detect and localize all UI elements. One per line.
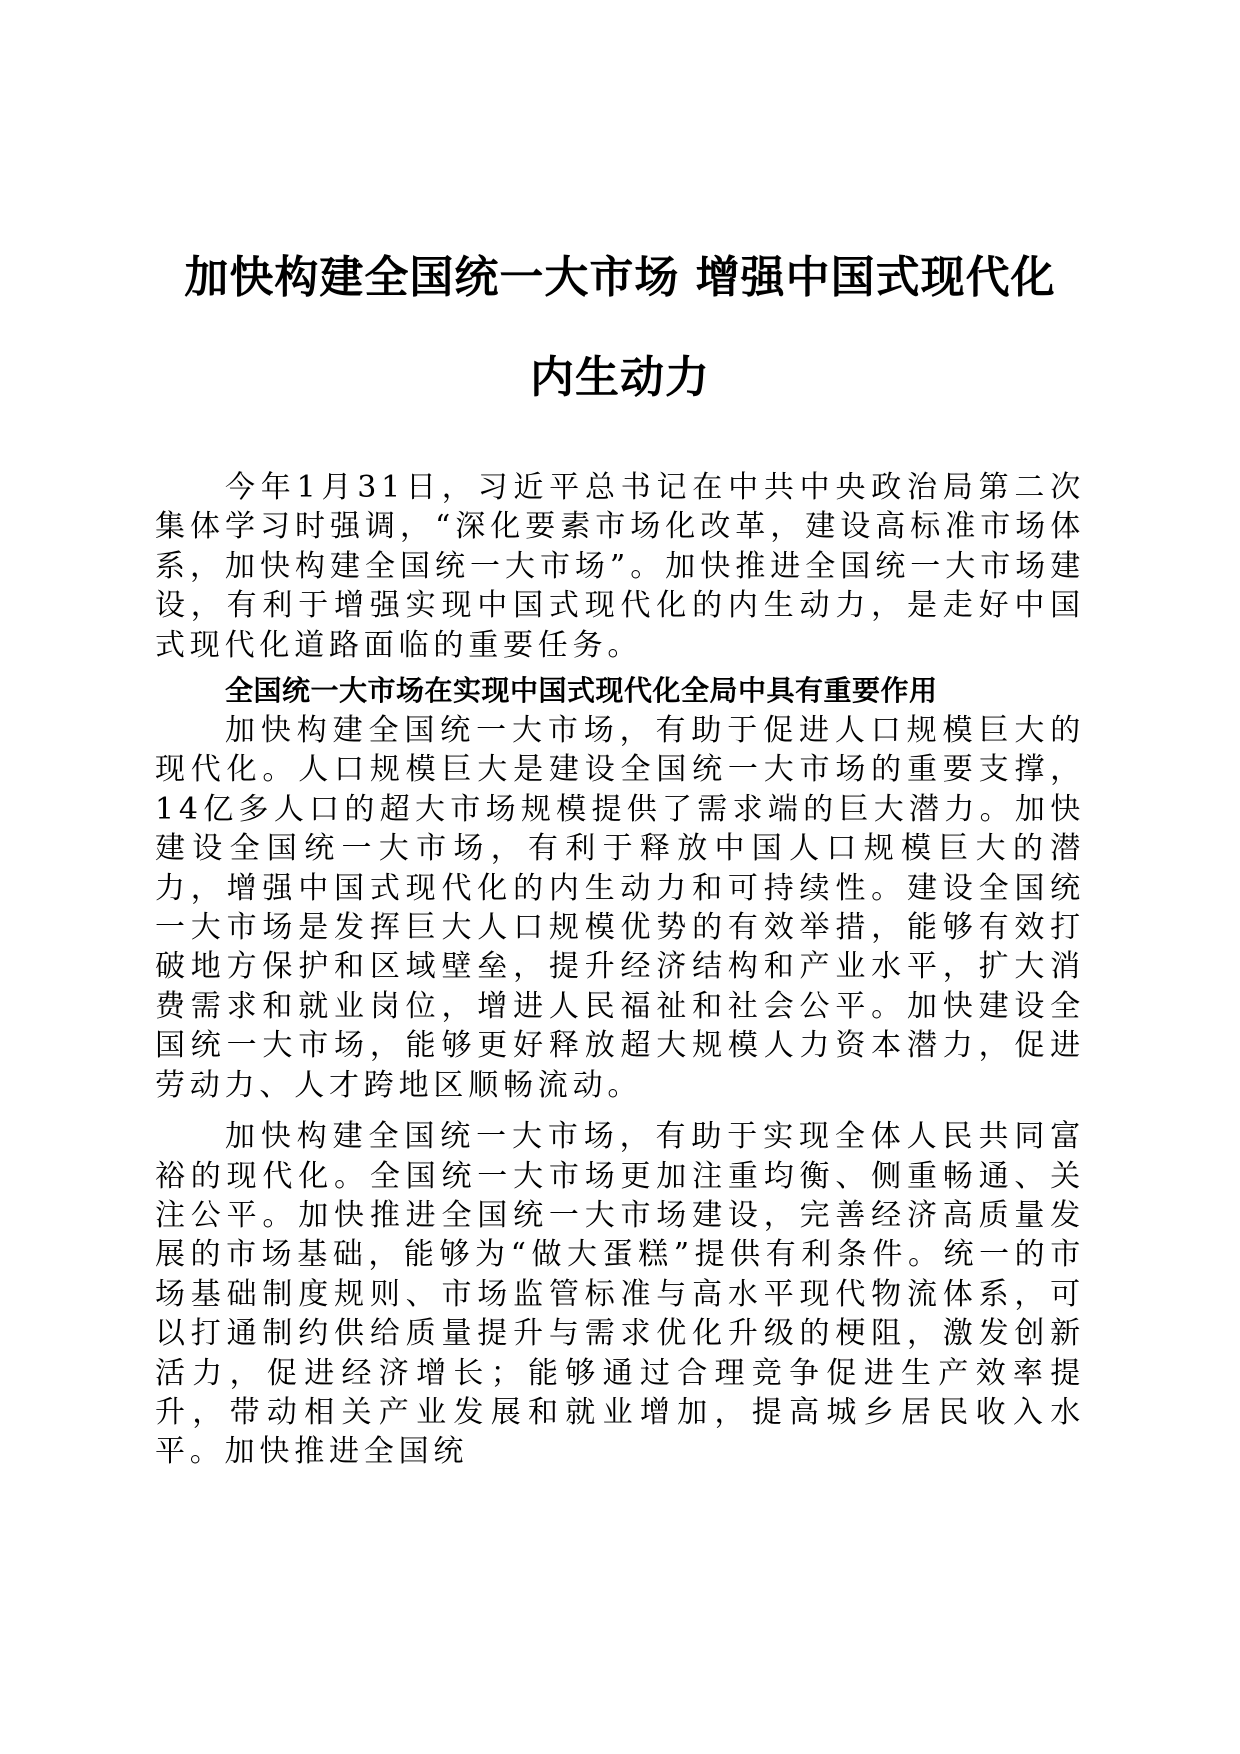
paragraph-population: 加快构建全国统一大市场，有助于促进人口规模巨大的现代化。人口规模巨大是建设全国统一大市场的重要支撑，14亿多人口的超大市场规模提供了需求端的巨大潜力。加快建设全国统一大市场，有利于释放中国人口规模巨大的潜力，增强中国式现代化的内生动力和可持续性。建设全国统一大市场是发挥巨大人口规模优势的有效举措，能够有效打破地方保护和区域壁垒，提升经济结构和产业水平，扩大消费需求和就业岗位，增进人民福祉和社会公平。加快建设全国统一大市场，能够更好释放超大规模人力资本潜力，促进劳动力、人才跨地区顺畅流动。	[155, 713, 1085, 1103]
paragraph-common-prosperity: 加快构建全国统一大市场，有助于实现全体人民共同富裕的现代化。全国统一大市场更加注重均衡、侧重畅通、关注公平。加快推进全国统一大市场建设，完善经济高质量发展的市场基础，能够为“做大蛋糕”提供有利条件。统一的市场基础制度规则、市场监管标准与高水平现代物流体系，可以打通制约供给质量提升与需求优化升级的梗阻，激发创新活力，促进经济增长；能够通过合理竞争促进生产效率提升，带动相关产业发展和就业增加，提高城乡居民收入水平。加快推进全国统	[155, 1119, 1085, 1470]
title-line-2: 内生动力	[530, 352, 710, 403]
document-body	[155, 468, 1085, 1472]
section-heading: 全国统一大市场在实现中国式现代化全局中具有重要作用	[225, 674, 938, 708]
paragraph-intro: 今年1月31日，习近平总书记在中共中央政治局第二次集体学习时强调，“深化要素市场化改革，建设高标准市场体系，加快构建全国统一大市场”。加快推进全国统一大市场建设，有利于增强实现中国式现代化的内生动力，是走好中国式现代化道路面临的重要任务。	[155, 470, 1085, 663]
document-title	[150, 228, 1090, 428]
title-line-1: 加快构建全国统一大市场 增强中国式现代化	[184, 252, 1056, 303]
